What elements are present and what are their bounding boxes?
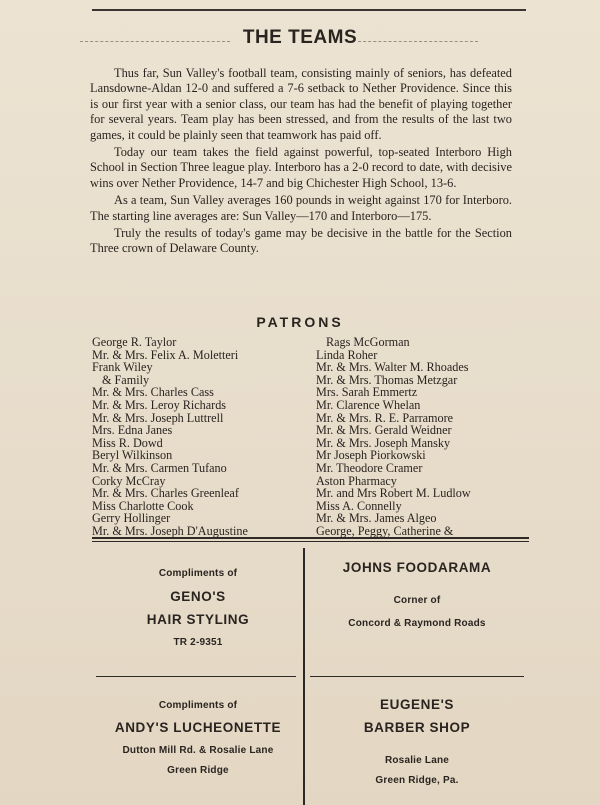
patron-name: Mr. & Mrs. Leroy Richards <box>92 397 227 412</box>
patron-name: Mr. & Mrs. Gerald Weidner <box>316 423 452 438</box>
patrons-right-column <box>316 336 526 538</box>
patron-name: & Family <box>102 372 150 387</box>
patron-name: Mr. & Mrs. James Algeo <box>316 511 437 526</box>
patron-name: Mrs. Edna Janes <box>92 423 173 438</box>
ad-grid-rule-right <box>310 676 524 677</box>
ad-grid-rule-left <box>96 676 296 677</box>
patron-name: Miss R. Dowd <box>92 435 163 450</box>
patron-name: Frank Wiley <box>92 360 153 375</box>
patron-name: Mr. & Mrs. Charles Cass <box>92 385 214 400</box>
ad-business-name: JOHNS FOODARAMA <box>342 560 492 575</box>
ad-business-name: GENO'S <box>170 589 226 604</box>
patron-name: Mr Joseph Piorkowski <box>316 448 426 463</box>
paragraph-2: Today our team takes the field against powerful, top-seated Interboro High School in Section Three league play. Interboro has a 2-0 record to date, with decisive wins over Nether Providence, 14-7 and big Chichester High School, 13-6. <box>90 145 512 190</box>
ad-genos-hair-styling <box>96 568 300 648</box>
ad-address-line: Corner of <box>393 595 441 606</box>
patrons-heading: PATRONS <box>256 314 344 330</box>
patron-name: Mr. & Mrs. Thomas Metzgar <box>316 372 458 387</box>
paragraph-1: Thus far, Sun Valley's football team, consisting mainly of seniors, has defeated Lansdowne-Aldan 12-0 and suffered a 7-6 setback to Nether Providence. Since this is our first year with a senior class, our team has had the benefit of playing together for several years. Team play has been stressed, and from the results of the last two games, it could be plainly seen that teamwork has paid off. <box>90 66 512 142</box>
ad-intro: Compliments of <box>158 700 238 711</box>
patron-name: Mr. Clarence Whelan <box>316 397 421 412</box>
ad-phone: TR 2-9351 <box>173 637 223 648</box>
patron-name: Corky McCray <box>92 473 166 488</box>
patron-name: Miss Charlotte Cook <box>92 498 194 513</box>
patrons-left-column <box>92 336 302 538</box>
patron-name: Mr. & Mrs. R. E. Parramore <box>316 410 454 425</box>
ad-business-name: ANDY'S LUCHEONETTE <box>114 720 282 735</box>
ad-grid-vertical-rule <box>303 548 305 805</box>
article-body <box>90 66 512 259</box>
patron-name: Mr. & Mrs. Charles Greenleaf <box>92 486 239 501</box>
patron-name: George, Peggy, Catherine & <box>316 523 454 538</box>
patron-name: Mr. & Mrs. Walter M. Rhoades <box>316 360 469 375</box>
top-rule <box>92 9 526 11</box>
patron-name: Mr. & Mrs. Joseph Luttrell <box>92 410 224 425</box>
patron-name: Miss A. Connelly <box>316 498 402 513</box>
ad-business-name: HAIR STYLING <box>146 612 250 627</box>
ad-business-name: BARBER SHOP <box>363 720 471 735</box>
patron-name: Linda Roher <box>316 347 378 362</box>
patron-name: Beryl Wilkinson <box>92 448 173 463</box>
ad-eugenes-barber-shop <box>310 697 524 786</box>
paragraph-3: As a team, Sun Valley averages 160 pounds in weight against 170 for Interboro. The starting line averages are: Sun Valley—170 and Interboro—175. <box>90 193 512 223</box>
patron-name: Gerry Hollinger <box>92 511 171 526</box>
ad-johns-foodarama <box>310 560 524 629</box>
ad-address-line: Rosalie Lane <box>384 755 450 766</box>
patron-name: George R. Taylor <box>92 335 177 349</box>
section-divider <box>92 537 529 542</box>
patron-name: Mr. Theodore Cramer <box>316 460 423 475</box>
ad-address-line: Dutton Mill Rd. & Rosalie Lane <box>122 745 274 756</box>
ad-business-name: EUGENE'S <box>379 697 455 712</box>
page-title: THE TEAMS <box>242 27 358 48</box>
patron-name: Mr. & Mrs. Joseph Mansky <box>316 435 451 450</box>
patron-name: Mr. & Mrs. Joseph D'Augustine <box>92 523 248 538</box>
patron-name: Rags McGorman <box>326 335 410 349</box>
ad-intro: Compliments of <box>158 568 238 579</box>
ad-andys-lucheonette <box>96 700 300 776</box>
ad-address-line: Green Ridge, Pa. <box>375 775 459 786</box>
ad-address-line: Green Ridge <box>167 765 229 776</box>
patron-name: Mr. and Mrs Robert M. Ludlow <box>316 486 471 501</box>
patron-name: Mr. & Mrs. Felix A. Moletteri <box>92 347 239 362</box>
patron-name: Mr. & Mrs. Carmen Tufano <box>92 460 227 475</box>
patron-name: Mrs. Sarah Emmertz <box>316 385 418 400</box>
paragraph-4: Truly the results of today's game may be decisive in the battle for the Section Three crown of Delaware County. <box>90 226 512 256</box>
ad-address-line: Concord & Raymond Roads <box>348 618 486 629</box>
patron-name: Aston Pharmacy <box>316 473 397 488</box>
